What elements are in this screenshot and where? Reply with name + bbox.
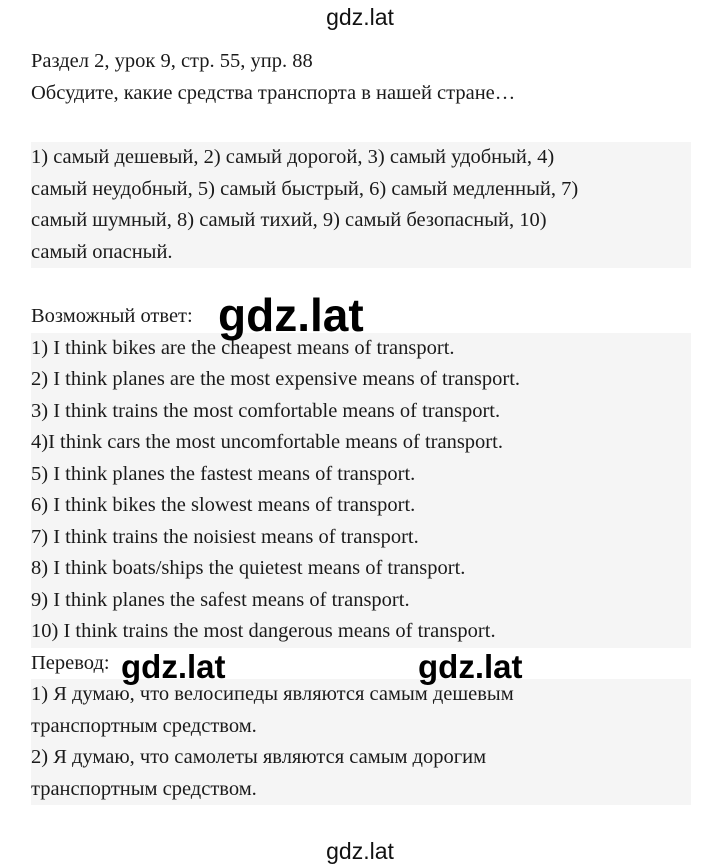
answer-line-10: 10) I think trains the most dangerous means of transport. [31, 616, 691, 648]
answer-line-1: 1) I think bikes are the cheapest means of transport. [31, 333, 691, 365]
options-line-3: самый шумный, 8) самый тихий, 9) самый безопасный, 10) [31, 205, 691, 237]
translation-line-2: транспортным средством. [31, 711, 691, 743]
translation-line-3: 2) Я думаю, что самолеты являются самым дорогим [31, 742, 691, 774]
answer-line-4: 4)I think cars the most uncomfortable means of transport. [31, 427, 691, 459]
answer-line-7: 7) I think trains the noisiest means of transport. [31, 522, 691, 554]
answer-line-3: 3) I think trains the most comfortable means of transport. [31, 396, 691, 428]
watermark-bottom: gdz.lat [326, 838, 394, 864]
watermark-overlay-right: gdz.lat [418, 648, 523, 685]
watermark-top: gdz.lat [326, 4, 394, 30]
watermark-overlay-left: gdz.lat [121, 648, 226, 685]
answer-line-5: 5) I think planes the fastest means of transport. [31, 459, 691, 491]
options-line-4: самый опасный. [31, 237, 691, 269]
answer-line-8: 8) I think boats/ships the quietest means of transport. [31, 553, 691, 585]
translation-line-4: транспортным средством. [31, 774, 691, 806]
translation-label: Перевод: [31, 651, 110, 674]
exercise-task: Обсудите, какие средства транспорта в нашей стране… [31, 81, 516, 104]
answer-line-2: 2) I think planes are the most expensive means of transport. [31, 364, 691, 396]
translation-line-1: 1) Я думаю, что велосипеды являются самым дешевым [31, 679, 691, 711]
options-line-1: 1) самый дешевый, 2) самый дорогой, 3) самый удобный, 4) [31, 142, 691, 174]
exercise-reference: Раздел 2, урок 9, стр. 55, упр. 88 [31, 50, 313, 72]
exercise-content [31, 46, 691, 805]
answer-line-9: 9) I think planes the safest means of transport. [31, 585, 691, 617]
watermark-overlay-large: gdz.lat [218, 289, 364, 341]
options-line-2: самый неудобный, 5) самый быстрый, 6) самый медленный, 7) [31, 174, 691, 206]
answer-line-6: 6) I think bikes the slowest means of transport. [31, 490, 691, 522]
answer-label: Возможный ответ: [31, 305, 193, 327]
